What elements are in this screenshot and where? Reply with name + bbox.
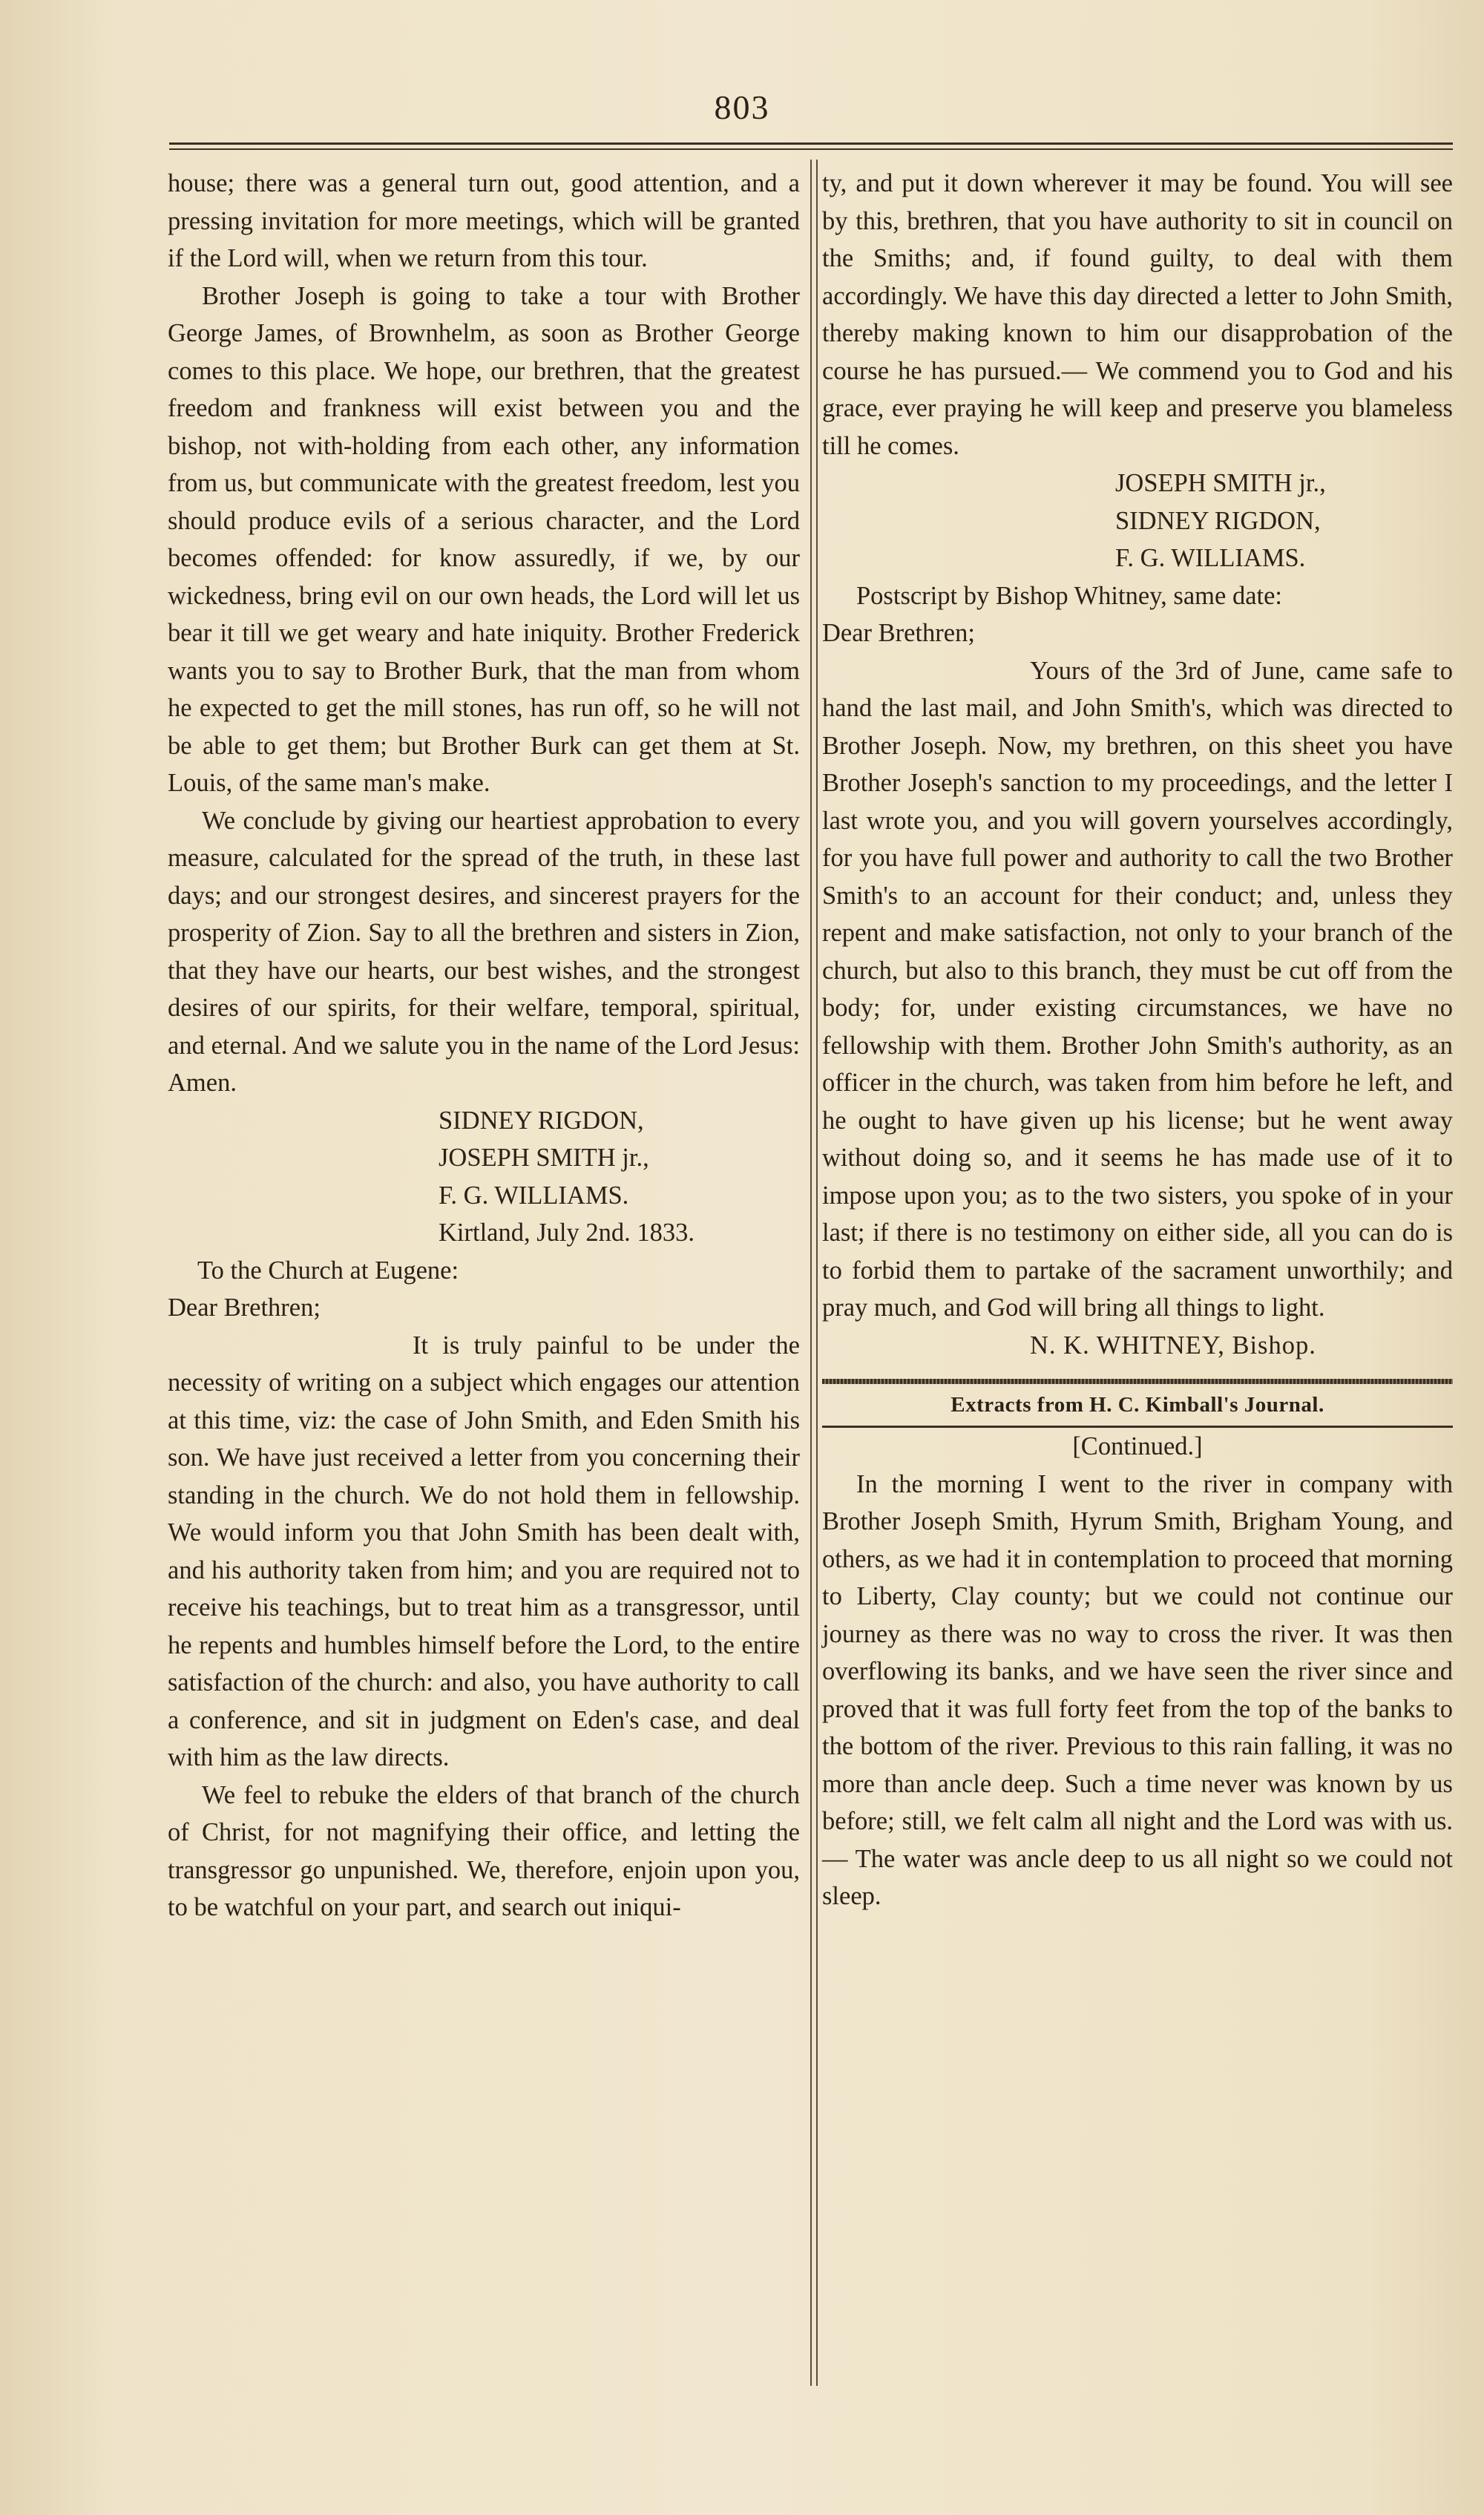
signature-block <box>822 465 1453 577</box>
column-divider <box>810 160 812 2386</box>
paragraph: In the morning I went to the river in company with Brother Joseph Smith, Hyrum Smith, Brigham Young, and others, as we had it in contemplation to proceed that morning to Liberty, Clay county; but we could not continue our journey as there was no way to cross the river. It was then overflowing its banks, and we have seen the river since and proved that it was full forty feet from the top of the banks to the bottom of the river. Previous to this rain falling, it was no more than ancle deep. Such a time never was known by us before; still, we felt calm all night and the Lord was with us.— The water was ancle deep to us all night so we could not sleep. <box>822 1469 1453 1910</box>
paragraph: Brother Joseph is going to take a tour with Brother George James, of Brownhelm, as soon as Brother George comes to this place. We hope, our brethren, that the greatest freedom and frankness will exist between you and the bishop, not with-holding from each other, any information from us, but communicate with the greatest freedom, lest you should produce evils of a serious character, and the Lord becomes offended: for know assuredly, if we, by our wickedness, bring evil on our own heads, the Lord will let us bear it till we get weary and hate iniquity. Brother Frederick wants you to say to Brother Burk, that the man from whom he expected to get the mill stones, has run off, so he will not be able to get them; but Brother Burk can get them at St. Louis, of the same man's make. <box>168 281 800 797</box>
signature-name: N. K. WHITNEY, Bishop. <box>1030 1331 1316 1360</box>
signature-name: SIDNEY RIGDON, <box>1115 506 1321 535</box>
signature-block <box>168 1102 800 1252</box>
paragraph: We conclude by giving our heartiest approbation to every measure, calculated for the spread of the truth, in these last days; and our strongest desires, and sincerest prayers for the prosperity of Zion. Say to all the brethren and sisters in Zion, that they have our hearts, our best wishes, and the strongest desires of our spirits, for their welfare, temporal, spiritual, and eternal. And we salute you in the name of the Lord Jesus: Amen. <box>168 806 800 1097</box>
paragraph: ty, and put it down wherever it may be found. You will see by this, brethren, that you have authority to sit in council on the Smiths; and, if found guilty, to deal with them accordingly. We have this day directed a letter to John Smith, thereby making known to him our disapprobation of the course he has pursued.— We commend you to God and his grace, ever praying he will keep and preserve you blameless till he comes. <box>822 169 1453 460</box>
paragraph: It is truly painful to be under the necessity of writing on a subject which engages our attention at this time, viz: the case of John Smith, and Eden Smith his son. We have just received a letter from you concerning their standing in the church. We do not hold them in fellowship. We would inform you that John Smith has been dealt with, and his authority taken from him; and you are required not to receive his teachings, but to treat him as a transgressor, until he repents and humbles himself before the Lord, to the entire satisfaction of the church: and also, you have authority to call a conference, and sit in judgment on Eden's case, and deal with him as the law directs. <box>168 1331 800 1771</box>
left-column <box>168 165 800 1927</box>
column-divider-double <box>816 160 818 2386</box>
signature-name: JOSEPH SMITH jr., <box>439 1144 649 1172</box>
right-column <box>822 165 1453 1915</box>
signature-name: JOSEPH SMITH jr., <box>1115 469 1326 497</box>
page-number: 803 <box>714 88 770 126</box>
signature-name: F. G. WILLIAMS. <box>439 1181 629 1210</box>
postscript-heading: Postscript by Bishop Whitney, same date: <box>856 581 1282 610</box>
signature-name: SIDNEY RIGDON, <box>439 1106 644 1135</box>
letter-salutation: Dear Brethren; <box>822 619 975 647</box>
paragraph: We feel to rebuke the elders of that branch of the church of Christ, for not magnifying their office, and letting the transgressor go unpunished. We, therefore, enjoin upon you, to be watchful on your part, and search out iniqui- <box>168 1780 800 1921</box>
letter-address: To the Church at Eugene: <box>197 1256 459 1285</box>
continued-note: [Continued.] <box>1072 1432 1203 1460</box>
signature-name: F. G. WILLIAMS. <box>1115 544 1306 572</box>
header-rule-double <box>169 148 1453 150</box>
section-title: Extracts from H. C. Kimball's Journal. <box>951 1393 1324 1417</box>
paragraph: Yours of the 3rd of June, came safe to hand the last mail, and John Smith's, which was directed to Brother Joseph. Now, my brethren, on this sheet you have Brother Joseph's sanction to my proceedings, and the letter I last wrote you, and you will govern yourselves accordingly, for you have full power and authority to call the two Brother Smith's to an account for their conduct; and, unless they repent and make satisfaction, not only to your branch of the church, but also to this branch, they must be cut off from the body; for, under existing circumstances, we have no fellowship with them. Brother John Smith's authority, as an officer in the church, was taken from him before he left, and he ought to have given up his license; but he went away without doing so, and it seems he has made use of it to impose upon you; as to the two sisters, you spoke of in your last; if there is no testimony on either side, all you can do is to forbid them to partake of the sacrament unworthily; and pray much, and God will bring all things to light. <box>822 656 1453 1322</box>
header-rule <box>169 142 1453 145</box>
section-divider <box>822 1379 1453 1384</box>
dateline: Kirtland, July 2nd. 1833. <box>439 1219 695 1247</box>
paragraph: house; there was a general turn out, good attention, and a pressing invitation for more meetings, which will be granted if the Lord will, when we return from this tour. <box>168 169 800 272</box>
letter-salutation: Dear Brethren; <box>168 1293 321 1322</box>
